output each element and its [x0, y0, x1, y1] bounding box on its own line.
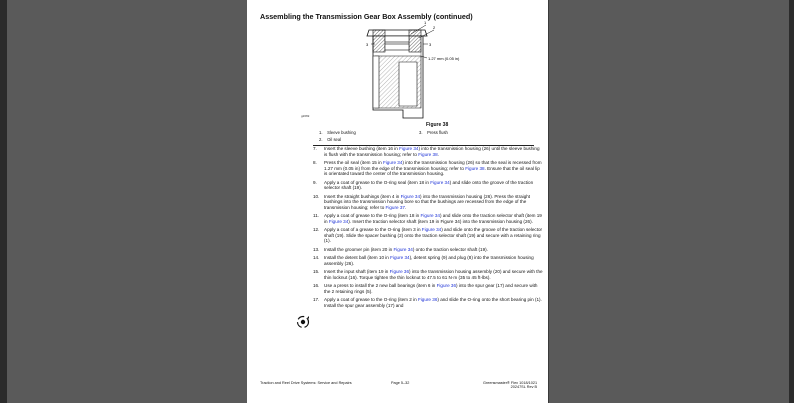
figure-link[interactable]: Figure 34: [400, 193, 421, 199]
legend-item: 3. Press flush: [419, 130, 448, 135]
figure-link[interactable]: Figure 34: [421, 227, 442, 233]
instruction-step: 14. Install the detent ball (item 10 in Figure 34), detent spring (9) and plug (8) into the transmission housing assembly (26).: [313, 255, 534, 266]
instruction-step: 17. Apply a coat of grease to the O-ring (item 2 in Figure 36) and slide the O-ring onto the short bearing pin (1). Install the spur gear assembly (17) and: [313, 297, 542, 308]
figure-link[interactable]: Figure 36: [417, 297, 438, 303]
callout-3-right: 3: [429, 42, 432, 47]
figure-link[interactable]: Figure 38: [418, 151, 438, 157]
footer-page-number: Page 5–32: [391, 381, 410, 385]
figure-link[interactable]: Figure 37: [385, 204, 405, 210]
figure-link[interactable]: Figure 38: [465, 165, 485, 171]
figure-caption: Figure 38: [426, 122, 449, 128]
steps-list: [313, 146, 543, 311]
figure-link[interactable]: Figure 34: [430, 179, 450, 185]
figure-code: g2669: [301, 114, 310, 118]
figure-link[interactable]: Figure 34: [328, 218, 349, 224]
instruction-step: 7. Insert the sleeve bushing (item 16 in Figure 34) into the transmission housing (26) until the sleeve bushing is flush with the transmission housing; refer to Figure 38.: [313, 146, 540, 157]
figure-link[interactable]: Figure 34: [399, 146, 419, 151]
figure-link[interactable]: Figure 34: [390, 255, 410, 261]
instruction-step: 13. Install the groomer pin (item 20 in Figure 34) onto the traction selector shaft (19).: [313, 246, 488, 252]
legend-item: 2. Oil seal: [319, 137, 342, 142]
instruction-step: 16. Use a press to install the 2 new ball bearings (item 6 in Figure 36) into the spur gear (17) and secure with the 2 retaining rings (5).: [313, 283, 538, 294]
figure-38-drawing: [247, 0, 548, 130]
figure-link[interactable]: Figure 36: [389, 269, 410, 275]
instruction-step: 10. Insert the straight bushings (item 4 in Figure 34) into the transmission housing (26). Press the straight bushings into the transmission housing bore so that the bushings are recessed from the edge of the transmission housing; refer to Figure 37.: [313, 193, 531, 210]
callout-3-left: 3: [366, 42, 369, 47]
instruction-step: 12. Apply a coat of a grease to the O-ring (item 3 in Figure 34) and slide onto the groove of the traction selector shaft (19). Slide the spacer bushing (2) onto the traction selector shaft (19) and secure with a retaining ring (1).: [313, 227, 543, 244]
legend-item: 1. Sleeve bushing: [319, 130, 356, 135]
figure-link[interactable]: Figure 34: [420, 213, 440, 219]
instruction-step: 11. Apply a coat of grease to the O-ring (item 18 in Figure 34) and slide onto the traction selector shaft (item 19 in Figure 34). Insert the traction selector shaft (item 19 in Figure 34) into the transmission housing (26).: [313, 213, 542, 224]
callout-1: 1: [424, 20, 427, 25]
callout-2: 2: [433, 25, 436, 30]
instruction-step: 8. Press the oil seal (item 15 in Figure 34) into the transmission housing (26) so that the seal is recessed from 1.27 mm (0.05 in) from the edge of the transmission housing; refer to Figure 38. Ensure that the oil seal lip is orientated toward the center of the transmission housing.: [313, 159, 542, 177]
footer-right: Greensmaster® Flex 1018/1021 20247SL Rev B: [483, 381, 538, 389]
document-page: [247, 0, 548, 403]
figure-link[interactable]: Figure 34: [382, 159, 403, 165]
page-shadow-edge: [548, 0, 549, 403]
figure-link[interactable]: Figure 34: [393, 246, 413, 252]
viewer-right-edge: [789, 0, 794, 403]
dimension-callout: 1.27 mm (0.05 in): [428, 56, 460, 61]
footer-left: Traction and Reel Drive Systems: Service and Repairs: [260, 381, 352, 385]
instruction-step: 9. Apply a coat of grease to the O-ring seal (item 18 in Figure 34) and slide onto the groove of the traction selector shaft (19).: [313, 179, 534, 191]
viewer-left-edge: [0, 0, 7, 403]
instruction-step: 15. Insert the input shaft (item 19 in Figure 36) into the transmission housing assembly (20) and secure with the thin locknut (16). Torque tighten the thin locknut to 47.5 to 61 N·m (35 to 45 ft-lbs).: [313, 269, 543, 280]
page-title: Assembling the Transmission Gear Box Assembly (continued): [260, 12, 473, 21]
figure-link[interactable]: Figure 36: [436, 283, 457, 289]
torque-wrench-icon: [296, 315, 310, 329]
